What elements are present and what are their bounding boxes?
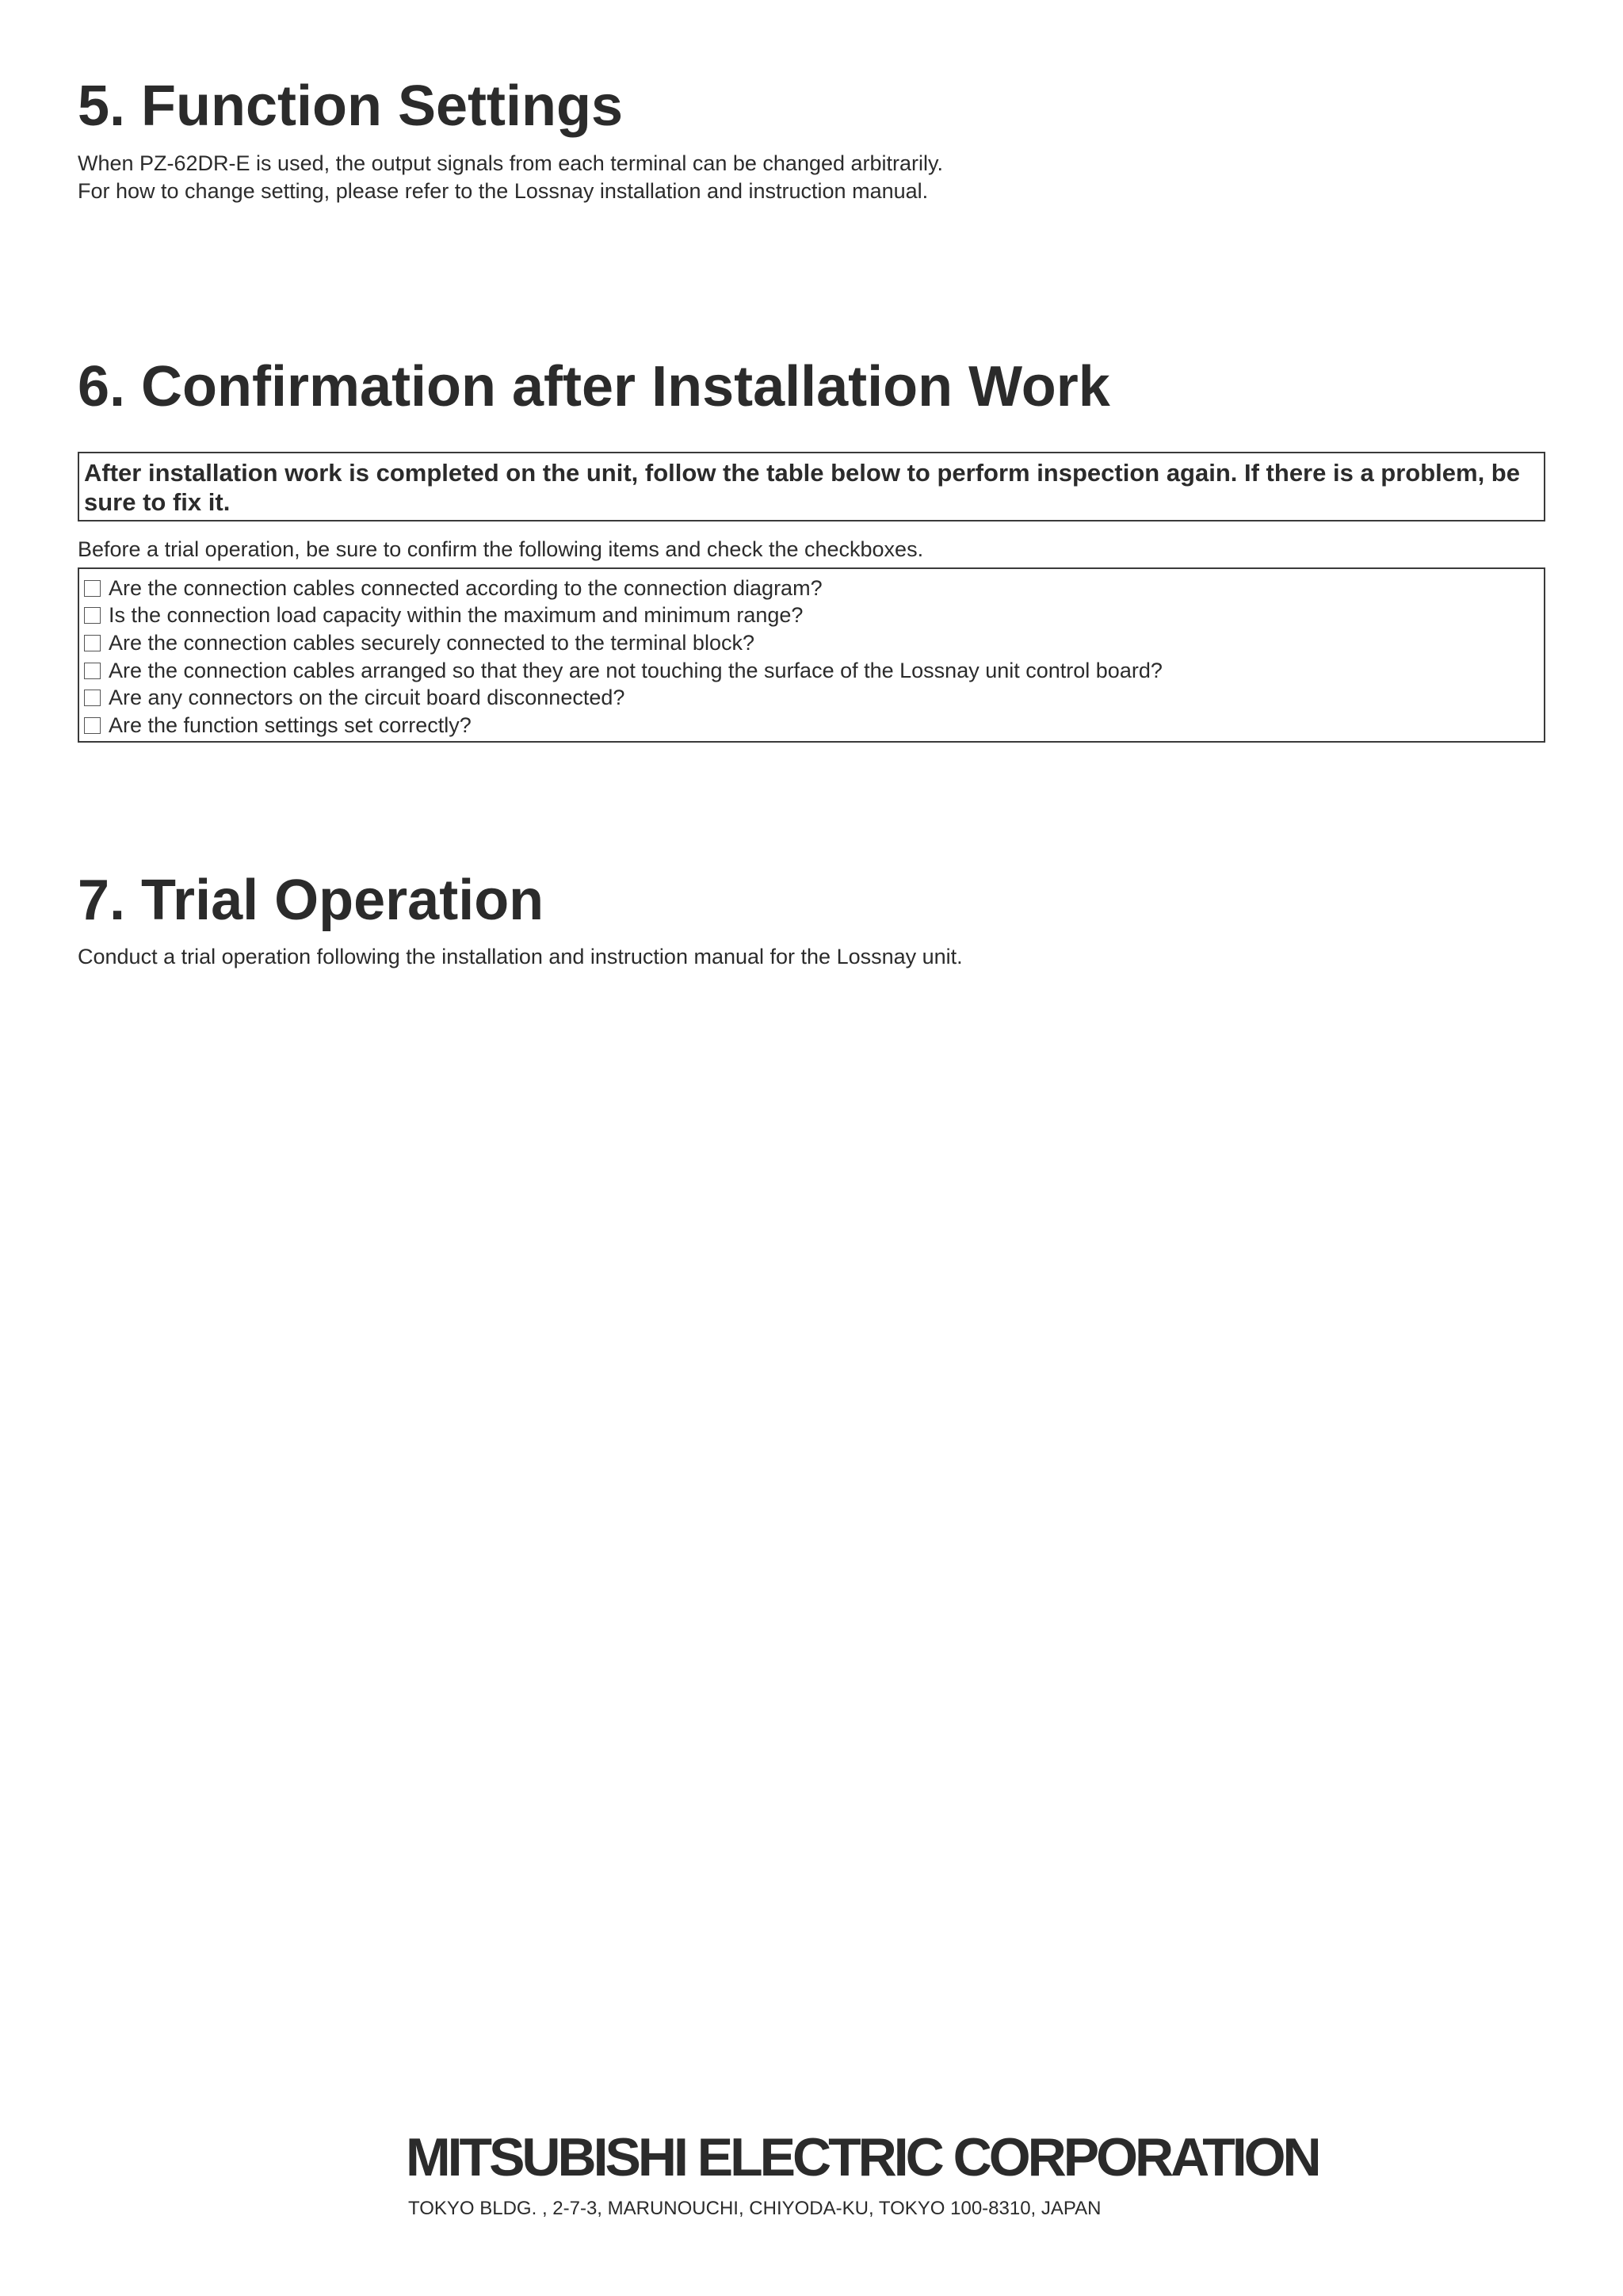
checklist-item-label: Are the connection cables connected according to the connection diagram? <box>109 575 823 600</box>
checklist-item <box>84 602 1544 630</box>
inspection-notice-box <box>78 452 1545 521</box>
confirmation-checklist <box>78 567 1545 743</box>
notice-line-2: sure to fix it. <box>84 488 231 516</box>
company-address: TOKYO BLDG. , 2-7-3, MARUNOUCHI, CHIYODA-KU, TOKYO 100-8310, JAPAN <box>408 2198 1102 2219</box>
checklist-item-label: Is the connection load capacity within the maximum and minimum range? <box>109 603 804 628</box>
checkbox-icon[interactable] <box>84 663 101 679</box>
checkbox-icon[interactable] <box>84 635 101 651</box>
checkbox-icon[interactable] <box>84 580 101 597</box>
company-logo: MITSUBISHI ELECTRIC CORPORATION <box>406 2127 1319 2187</box>
section-5-text-line-1: When PZ-62DR-E is used, the output signals from each terminal can be changed arbitrarily. <box>78 151 944 175</box>
section-5-heading: 5. Function Settings <box>78 74 624 138</box>
checklist-item-label: Are any connectors on the circuit board disconnected? <box>109 686 625 710</box>
checklist-item <box>84 712 1544 739</box>
checklist-item-label: Are the connection cables arranged so that they are not touching the surface of the Lossnay unit control board? <box>109 658 1163 682</box>
checklist-item <box>84 629 1544 657</box>
checklist-item <box>84 575 1544 602</box>
checklist-item-label: Are the connection cables securely connected to the terminal block? <box>109 630 754 655</box>
section-5-text-line-2: For how to change setting, please refer to the Lossnay installation and instruction manual. <box>78 179 929 203</box>
notice-line-1: After installation work is completed on the unit, follow the table below to perform inspection again. If there is a problem, be <box>84 459 1520 487</box>
checklist-item <box>84 657 1544 685</box>
checkbox-icon[interactable] <box>84 717 101 734</box>
checkbox-icon[interactable] <box>84 607 101 624</box>
checklist-intro: Before a trial operation, be sure to confirm the following items and check the checkboxes. <box>78 537 924 561</box>
checklist-item-label: Are the function settings set correctly? <box>109 712 472 737</box>
checkbox-icon[interactable] <box>84 690 101 706</box>
section-6-heading: 6. Confirmation after Installation Work <box>78 355 1110 418</box>
section-7-text: Conduct a trial operation following the installation and instruction manual for the Lossnay unit. <box>78 945 963 968</box>
section-7-heading: 7. Trial Operation <box>78 869 544 932</box>
checklist-item <box>84 684 1544 712</box>
